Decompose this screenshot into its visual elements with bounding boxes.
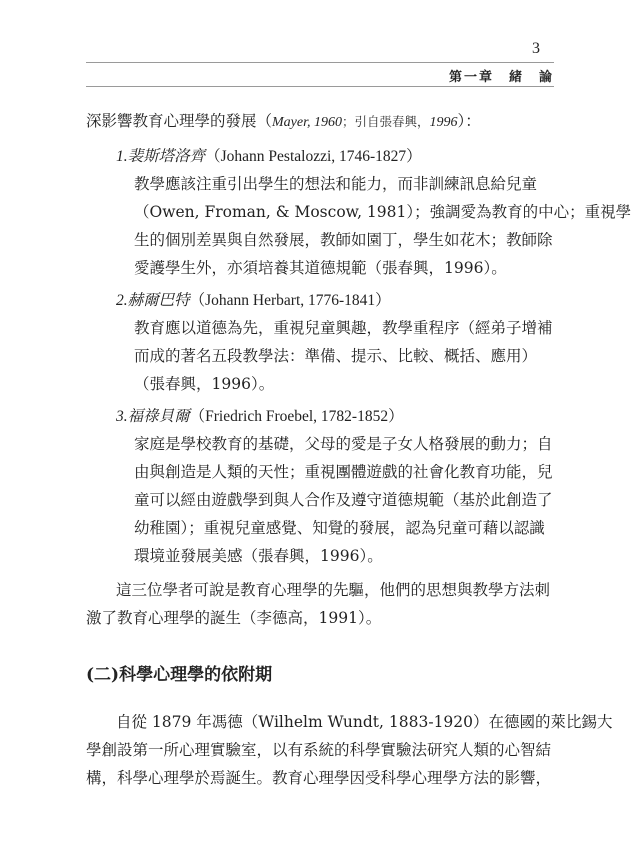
item-text-line: 由與創造是人類的天性；重視團體遊戲的社會化教育功能，兒 <box>134 463 553 481</box>
item-number: 2. <box>116 292 128 309</box>
item-text-line: 環境並發展美感（張春興，1996）。 <box>134 547 383 565</box>
item-text-line: 幼稚園）；重視兒童感覺、知覺的發展，認為兒童可藉以認識 <box>134 519 545 537</box>
item-text-line: （張春興，1996）。 <box>134 375 275 393</box>
item-latin-name: （Johann Herbart, 1776-1841） <box>189 292 391 309</box>
item-text-line: 愛護學生外，亦須培養其道德規範（張春興，1996）。 <box>134 259 507 277</box>
intro-cite-sep: ；引自張春興， <box>342 114 430 129</box>
item-text-line: 生的個別差異與自然發展，教師如園丁，學生如花木；教師除 <box>134 231 553 249</box>
intro-cite-year: 1996 <box>429 115 458 130</box>
item-latin-name: （Johann Pestalozzi, 1746-1827） <box>205 148 422 165</box>
intro-cite-author: Mayer, 1960 <box>272 115 343 130</box>
item-heading <box>116 290 391 311</box>
chapter-title: 第一章 緒 論 <box>448 70 554 85</box>
summary-line: 激了教育心理學的誕生（李德高，1991）。 <box>86 609 382 627</box>
item-heading <box>116 406 404 427</box>
item-name: 赫爾巴特 <box>127 291 190 309</box>
item-text-line: 而成的著名五段教學法：準備、提示、比較、概括、應用） <box>134 347 538 365</box>
section-heading: (二)科學心理學的依附期 <box>86 665 273 685</box>
item-name: 福祿貝爾 <box>127 407 190 425</box>
page-number: 3 <box>532 40 540 57</box>
item-text-line: 教育應以道德為先，重視兒童興趣，教學重程序（經弟子增補 <box>134 319 553 337</box>
intro-text: 深影響教育心理學的發展（ <box>86 112 273 130</box>
section-text-line: 自從 1879 年馮德（Wilhelm Wundt, 1883-1920）在德國的萊比錫大 <box>116 713 613 731</box>
summary-line: 這三位學者可說是教育心理學的先驅，他們的思想與教學方法刺 <box>116 581 551 599</box>
header-rule-bottom <box>86 86 554 87</box>
item-latin-name: （Friedrich Froebel, 1782-1852） <box>189 408 404 425</box>
intro-line <box>86 111 481 133</box>
item-text-line: 家庭是學校教育的基礎，父母的愛是子女人格發展的動力；自 <box>134 435 553 453</box>
item-heading <box>116 146 422 167</box>
intro-close: ）： <box>457 112 481 130</box>
item-name: 裴斯塔洛齊 <box>127 147 206 165</box>
item-number: 1. <box>116 148 128 165</box>
section-text-line: 學創設第一所心理實驗室，以有系統的科學實驗法研究人類的心智結 <box>86 741 552 759</box>
section-text-line: 構，科學心理學於焉誕生。教育心理學因受科學心理學方法的影響， <box>86 769 552 787</box>
item-number: 3. <box>116 408 128 425</box>
item-text-line: 教學應該注重引出學生的想法和能力，而非訓練訊息給兒童 <box>134 175 538 193</box>
item-text-line: 童可以經由遊戲學到與人合作及遵守道德規範（基於此創造了 <box>134 491 553 509</box>
header-rule-top <box>86 62 554 63</box>
item-text-line: （Owen, Froman, & Moscow, 1981）；強調愛為教育的中心；重視學 <box>134 203 632 221</box>
